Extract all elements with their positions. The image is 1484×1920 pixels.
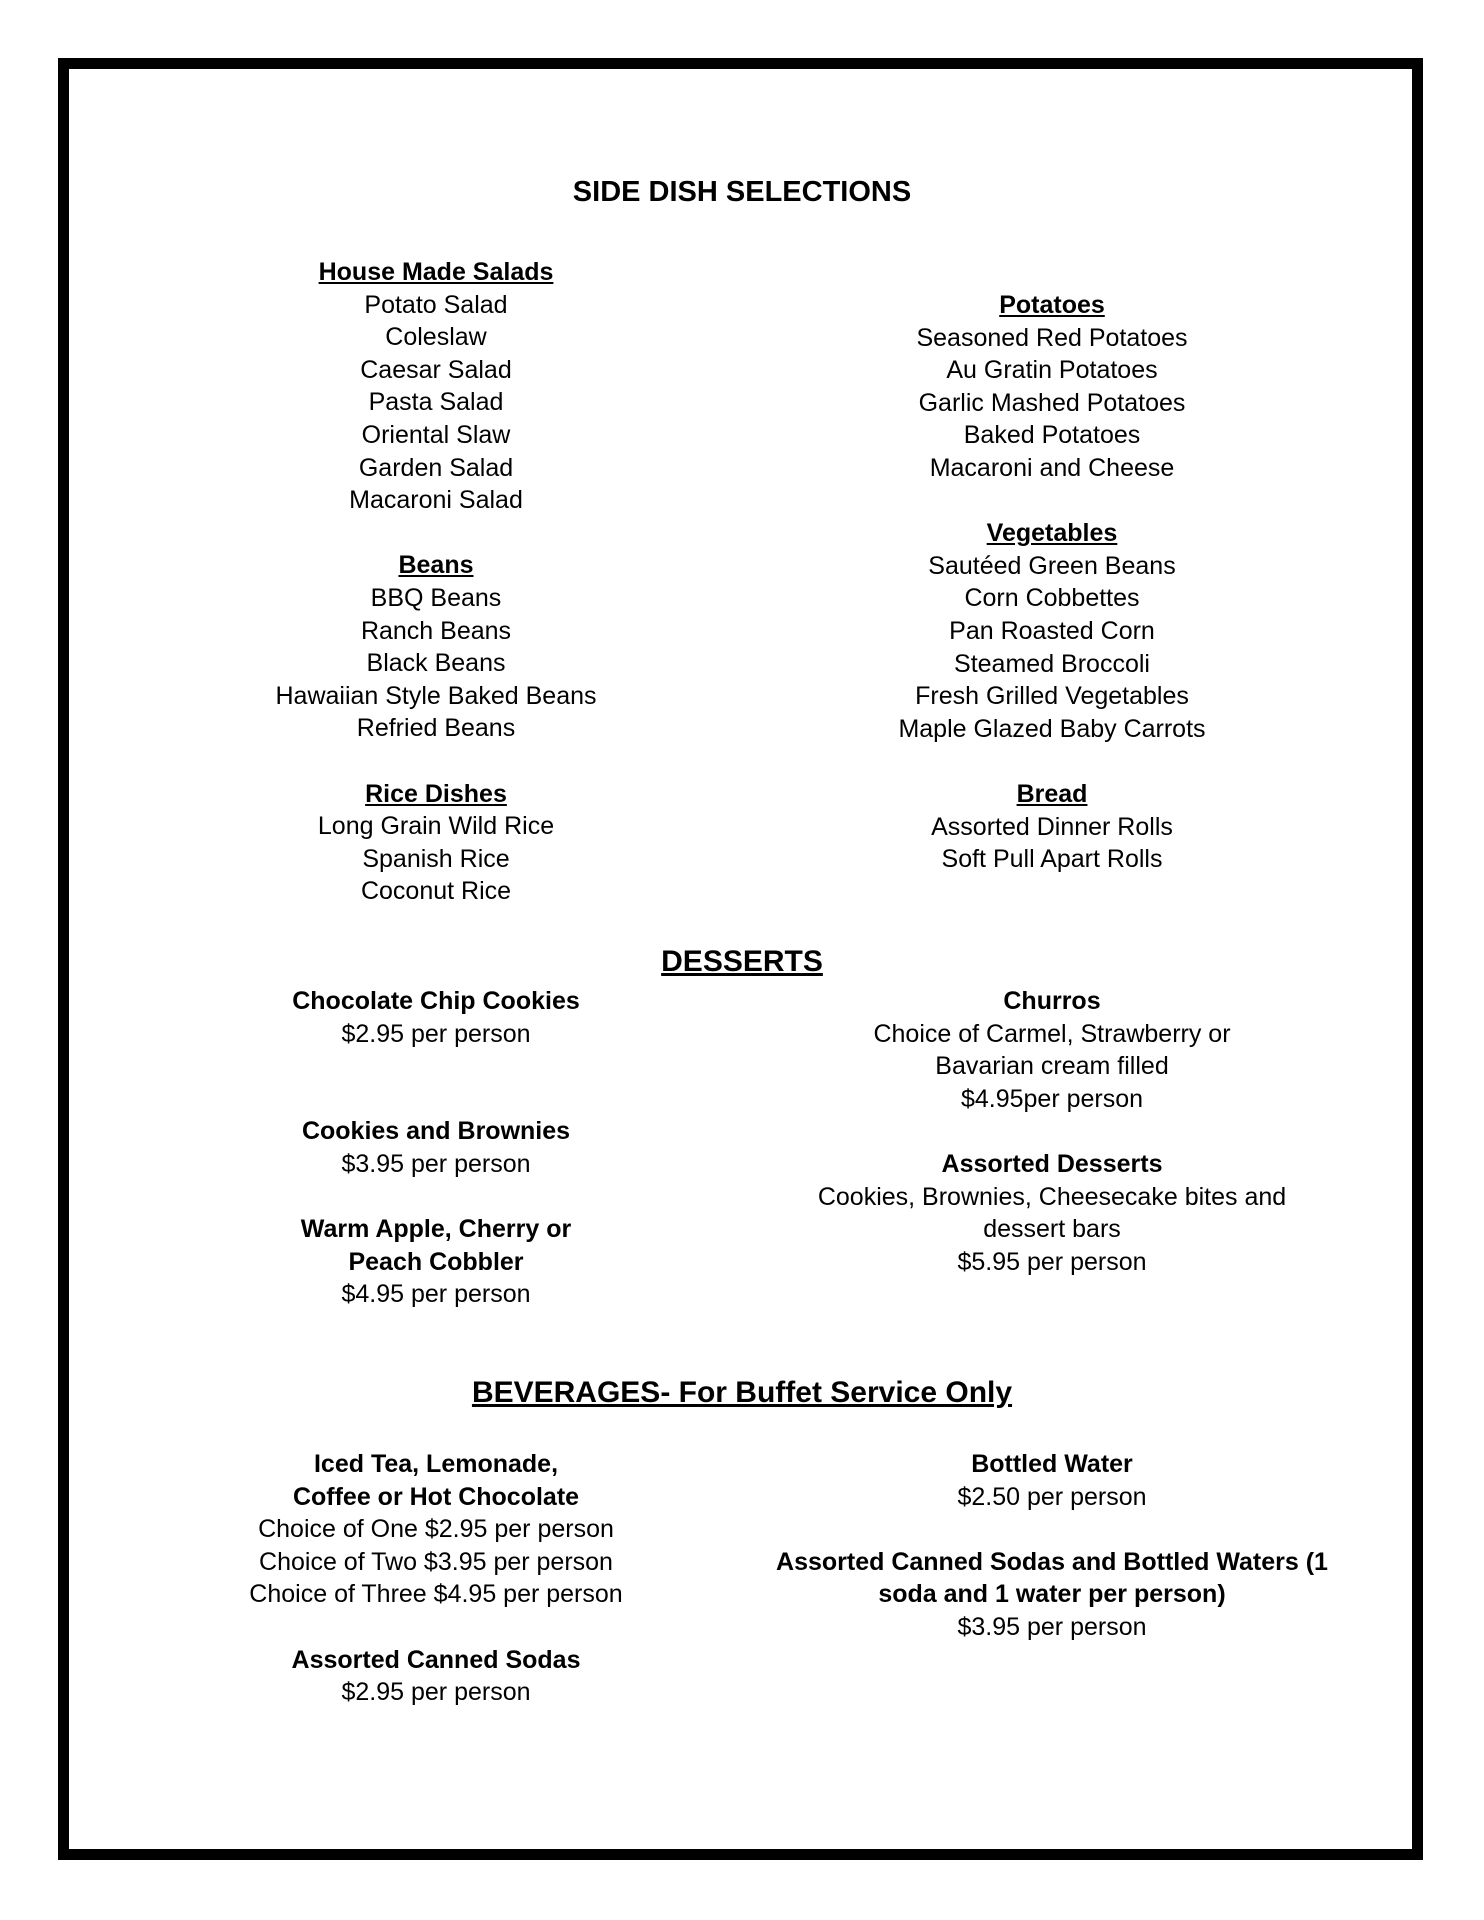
side-item: Pan Roasted Corn <box>949 616 1155 645</box>
side-item: Macaroni and Cheese <box>929 453 1175 482</box>
side-item: Black Beans <box>366 649 506 678</box>
dessert-price: $4.95per person <box>960 1084 1144 1113</box>
dessert-name: Cookies and Brownies <box>301 1117 571 1146</box>
category-heading-rice: Rice Dishes <box>365 779 507 808</box>
category-heading-potatoes: Potatoes <box>999 291 1105 319</box>
category-heading-salads: House Made Salads <box>318 258 554 286</box>
dessert-price: $4.95 per person <box>341 1280 531 1309</box>
dessert-price: $3.95 per person <box>341 1149 531 1178</box>
side-item: Pasta Salad <box>368 388 504 417</box>
beverages-title: BEVERAGES- For Buffet Service Only <box>471 1376 1013 1409</box>
side-item: Caesar Salad <box>360 355 512 384</box>
side-item: Assorted Dinner Rolls <box>931 812 1173 841</box>
desserts-right-column <box>772 985 1332 1278</box>
category-heading-bread: Bread <box>1016 779 1088 808</box>
side-item: Coleslaw <box>385 323 487 352</box>
side-item: Garden Salad <box>358 453 514 482</box>
dessert-description: Bavarian cream filled <box>935 1052 1169 1081</box>
side-item: Steamed Broccoli <box>954 649 1150 678</box>
side-item: Maple Glazed Baby Carrots <box>898 714 1206 743</box>
dessert-name: Chocolate Chip Cookies <box>292 987 580 1015</box>
side-item: Macaroni Salad <box>349 486 523 515</box>
beverages-left-column <box>236 1448 636 1709</box>
side-item: Refried Beans <box>356 714 516 743</box>
dessert-description: Cookies, Brownies, Cheesecake bites and <box>817 1182 1287 1211</box>
dessert-description: Choice of Carmel, Strawberry or <box>873 1019 1231 1048</box>
beverage-name: Iced Tea, Lemonade, <box>313 1450 559 1478</box>
side-item: Coconut Rice <box>360 877 512 906</box>
side-item: Soft Pull Apart Rolls <box>941 845 1163 874</box>
side-item: Long Grain Wild Rice <box>317 812 555 841</box>
desserts-title: DESSERTS <box>661 945 823 978</box>
category-heading-beans: Beans <box>398 551 474 580</box>
side-item: Seasoned Red Potatoes <box>916 323 1188 352</box>
beverage-price: Choice of One $2.95 per person <box>258 1515 614 1544</box>
beverage-name: Bottled Water <box>971 1450 1133 1478</box>
sides-right-column <box>772 289 1332 876</box>
beverage-price: $3.95 per person <box>957 1612 1147 1641</box>
side-item: Spanish Rice <box>362 844 510 873</box>
beverage-price: $2.95 per person <box>341 1678 531 1707</box>
sides-left-column <box>236 256 636 908</box>
dessert-name: Peach Cobbler <box>348 1247 524 1276</box>
side-item: Hawaiian Style Baked Beans <box>275 681 597 710</box>
dessert-name: Warm Apple, Cherry or <box>300 1215 572 1244</box>
category-heading-vegetables: Vegetables <box>986 519 1118 548</box>
side-item: Oriental Slaw <box>361 420 511 449</box>
side-item: Au Gratin Potatoes <box>946 356 1158 385</box>
side-dish-title: SIDE DISH SELECTIONS <box>572 176 912 208</box>
dessert-price: $5.95 per person <box>957 1247 1147 1276</box>
dessert-name: Churros <box>1003 987 1101 1015</box>
side-item: Corn Cobbettes <box>964 584 1140 613</box>
side-item: Fresh Grilled Vegetables <box>915 682 1189 711</box>
side-item: Baked Potatoes <box>963 421 1141 450</box>
desserts-left-column <box>236 985 636 1311</box>
dessert-price: $2.95 per person <box>341 1019 531 1048</box>
side-item: Garlic Mashed Potatoes <box>918 388 1186 417</box>
beverage-price: $2.50 per person <box>957 1482 1147 1511</box>
side-item: Potato Salad <box>364 290 508 319</box>
beverage-name: Coffee or Hot Chocolate <box>292 1482 580 1511</box>
beverages-right-column <box>772 1448 1332 1644</box>
side-item: BBQ Beans <box>370 583 502 612</box>
dessert-description: dessert bars <box>983 1215 1121 1244</box>
beverage-price: Choice of Two $3.95 per person <box>259 1547 613 1576</box>
beverage-name: Assorted Canned Sodas <box>291 1645 581 1674</box>
beverage-name: Assorted Canned Sodas and Bottled Waters (1 <box>776 1547 1328 1576</box>
beverage-name: soda and 1 water per person) <box>878 1580 1226 1609</box>
dessert-name: Assorted Desserts <box>941 1149 1163 1178</box>
side-item: Ranch Beans <box>360 616 512 645</box>
side-item: Sautéed Green Beans <box>928 551 1176 580</box>
beverage-price: Choice of Three $4.95 per person <box>249 1580 623 1609</box>
